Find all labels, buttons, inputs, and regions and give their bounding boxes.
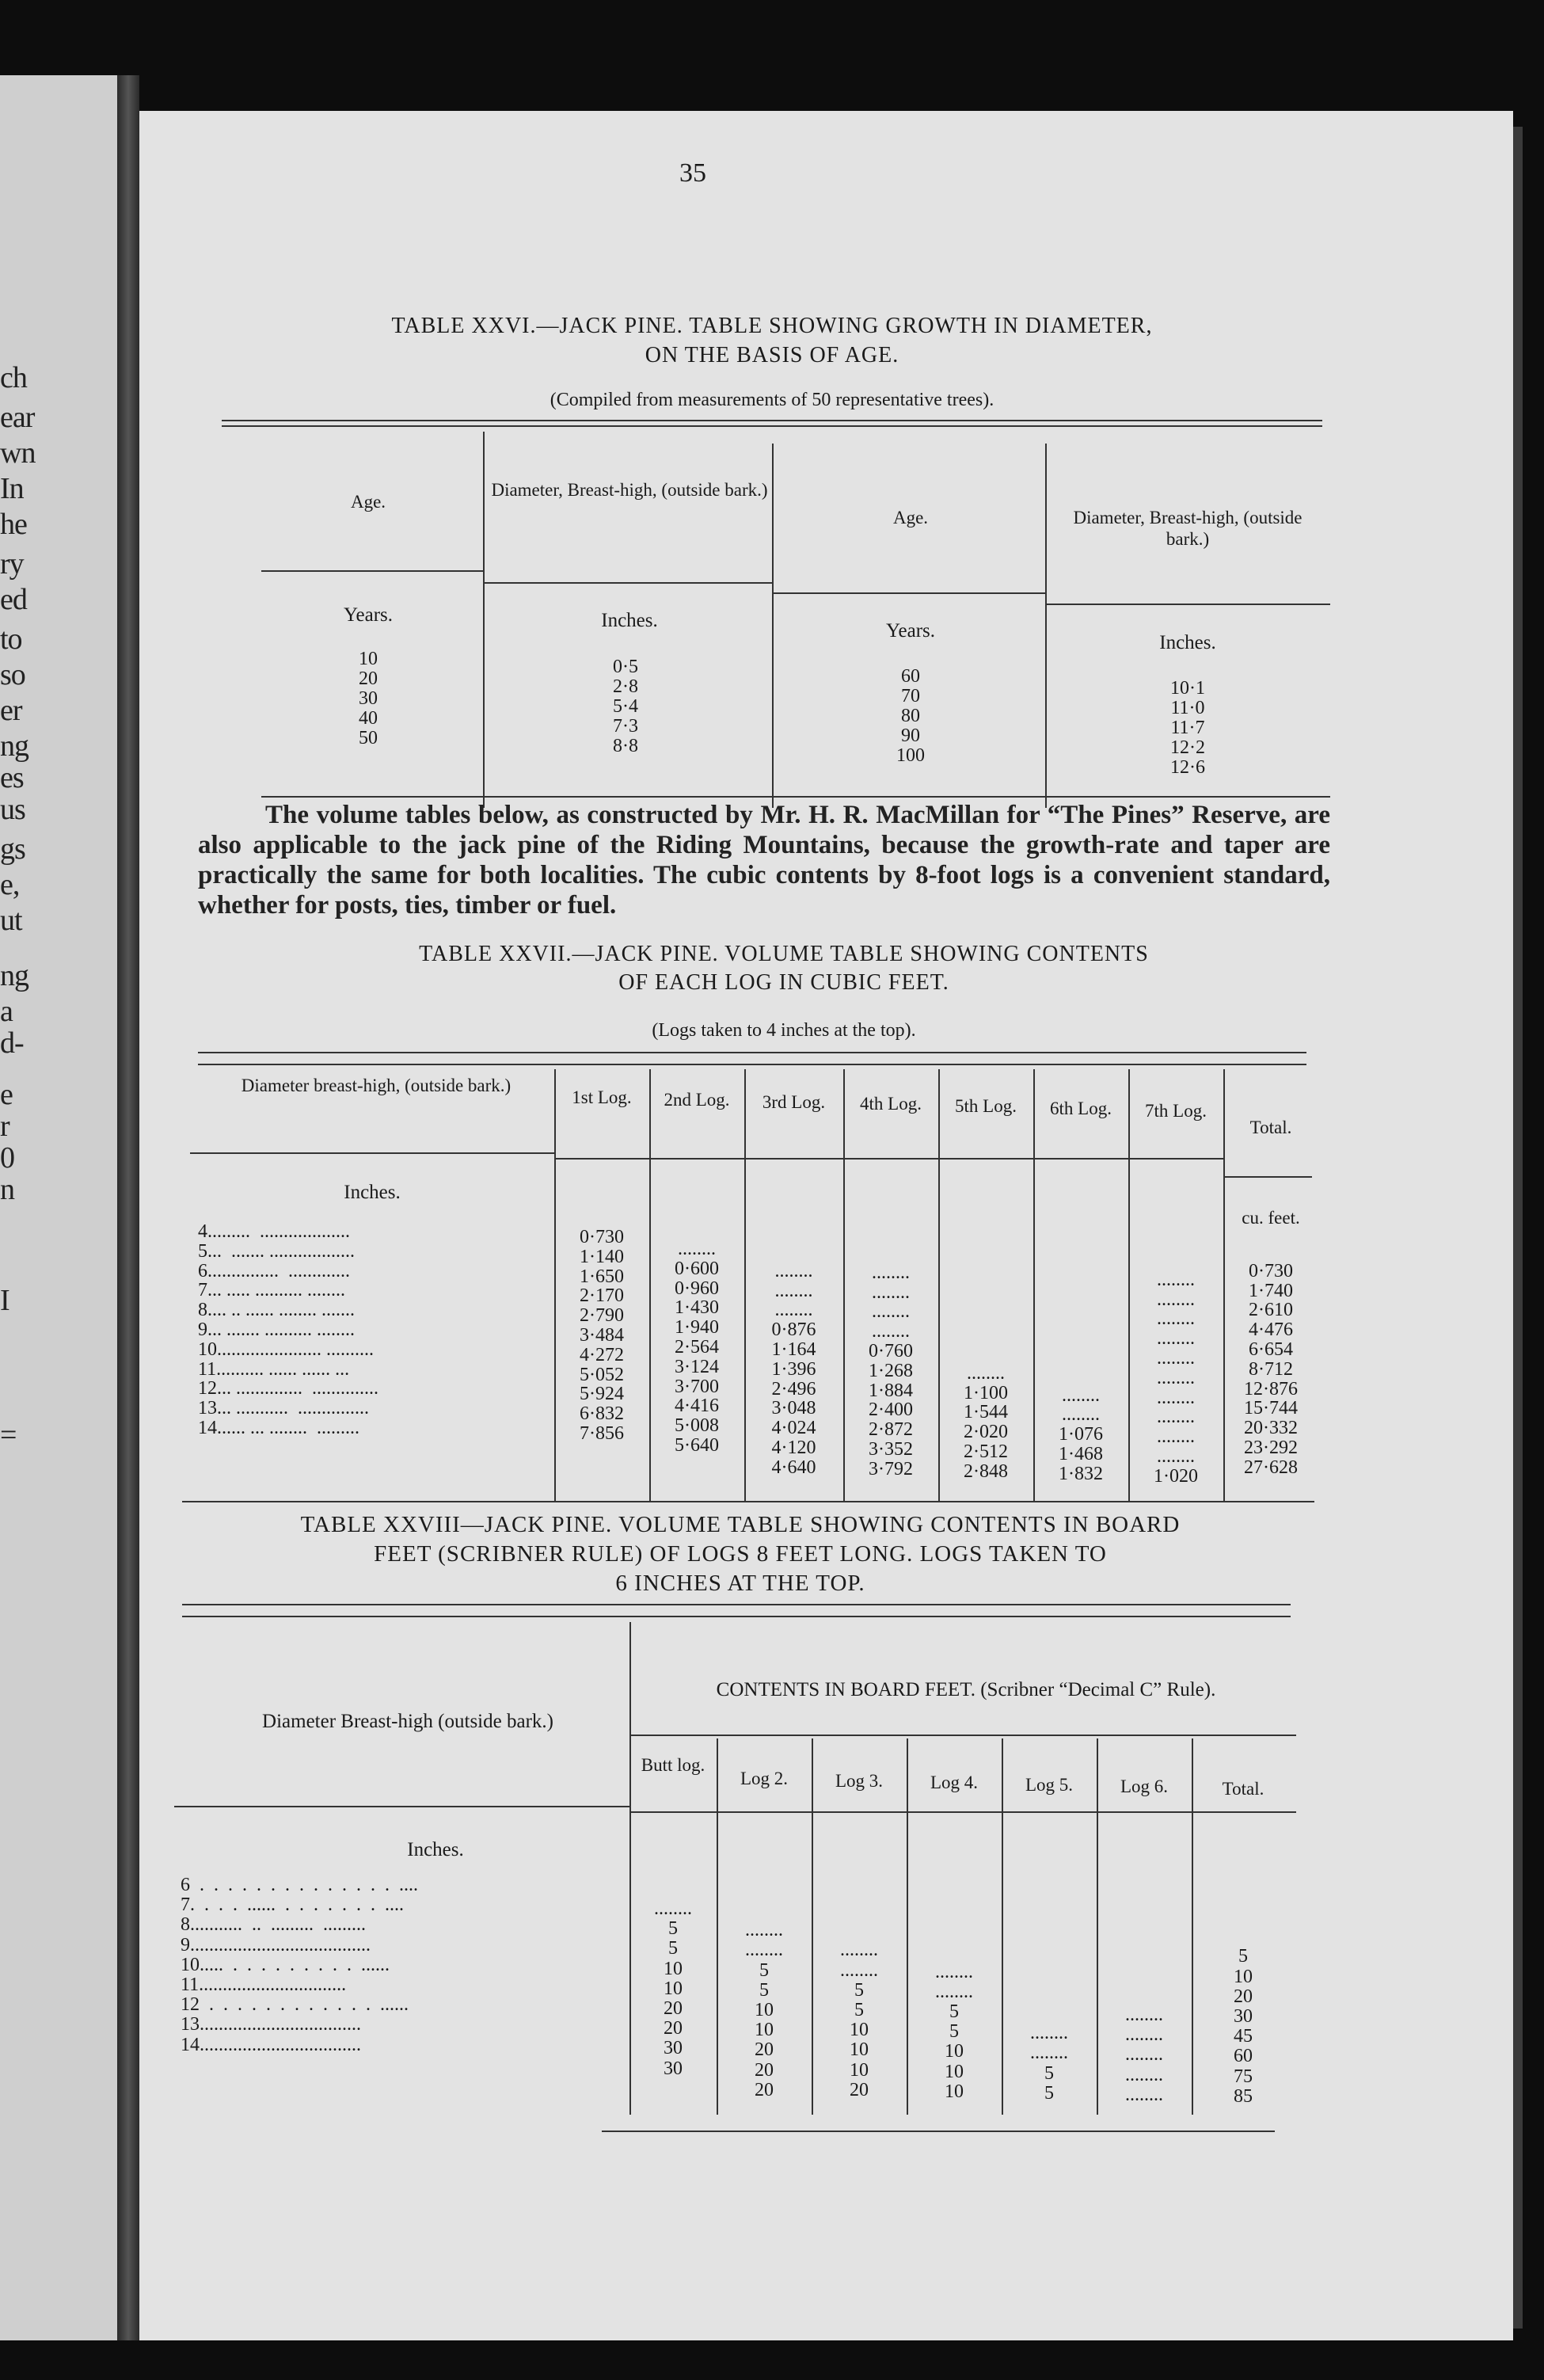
- rule: [744, 1069, 746, 1501]
- t27-unit-cu-feet: cu. feet.: [1242, 1208, 1300, 1228]
- rule: [182, 1616, 1291, 1617]
- t26-diameters-right: 10·1 11·0 11·7 12·2 12·6: [1170, 678, 1205, 778]
- t27-header-log7: 7th Log.: [1145, 1101, 1207, 1121]
- left-page-text-fragment: he: [0, 508, 27, 541]
- t27-header-log4: 4th Log.: [860, 1094, 922, 1114]
- rule: [261, 570, 483, 572]
- page-edge: [1513, 127, 1523, 2329]
- t26-header-age-right: Age.: [892, 508, 929, 527]
- body-paragraph: The volume tables below, as constructed by Mr. H. R. MacMillan for “The Pines” Reserve, are also applicable to the jack pine of the Riding Mountains, because the growth-rate and taper are practically the same for both localities. The cubic contents by 8-foot logs is a convenient standard, whether for posts, ties, timber or fuel.: [198, 801, 1330, 920]
- left-page-text-fragment: n: [0, 1173, 14, 1206]
- t27-header-log2: 2nd Log.: [664, 1090, 730, 1110]
- t27-header-diameter: Diameter breast-high, (outside bark.): [241, 1076, 511, 1095]
- t27-col-log6: ........ ........ 1·076 1·468 1·832: [1059, 1384, 1103, 1484]
- left-page-text-fragment: 0: [0, 1141, 14, 1175]
- left-page-text-fragment: =: [0, 1418, 17, 1452]
- t28-header-log3: Log 3.: [835, 1771, 884, 1791]
- t26-diameters-left: 0·5 2·8 5·4 7·3 8·8: [613, 657, 638, 756]
- rule: [261, 796, 1330, 798]
- t27-col-log7: ........ ........ ........ ........ ........ ........ ........ ........ ........ ........ 1·020: [1154, 1269, 1198, 1487]
- table28-title: TABLE XXVIII—JACK PINE. VOLUME TABLE SHOWING CONTENTS IN BOARD: [300, 1512, 1181, 1537]
- t28-header-log5: Log 5.: [1025, 1775, 1074, 1795]
- rule: [1223, 1069, 1225, 1501]
- t27-unit-inches: Inches.: [344, 1182, 401, 1203]
- rule: [1047, 604, 1330, 605]
- t28-col-total: 5 10 20 30 45 60 75 85: [1234, 1946, 1253, 2107]
- left-page-text-fragment: ry: [0, 547, 24, 581]
- left-page-text-fragment: es: [0, 761, 24, 794]
- rule: [554, 1069, 556, 1501]
- table28-title-line3: 6 INCHES AT THE TOP.: [615, 1571, 865, 1596]
- t28-col-log2: ........ ........ 5 5 10 10 20 20 20: [745, 1920, 783, 2100]
- t28-header-contents: CONTENTS IN BOARD FEET. (Scribner “Decimal C” Rule).: [716, 1679, 1216, 1700]
- rule: [602, 2131, 1275, 2132]
- left-page-text-fragment: ch: [0, 361, 27, 394]
- rule: [772, 444, 774, 808]
- t26-unit-years-left: Years.: [343, 604, 394, 626]
- t27-header-log1: 1st Log.: [572, 1087, 632, 1107]
- t27-col-log1: 0·730 1·140 1·650 2·170 2·790 3·484 4·272 5·052 5·924 6·832 7·856: [580, 1227, 624, 1444]
- t27-col-log5: ........ 1·100 1·544 2·020 2·512 2·848: [964, 1362, 1008, 1482]
- page-number: 35: [679, 158, 706, 188]
- t28-unit-inches: Inches.: [407, 1839, 464, 1860]
- rule: [631, 1811, 1296, 1813]
- rule: [182, 1604, 1291, 1605]
- left-page-text-fragment: so: [0, 658, 25, 691]
- t28-header-log2: Log 2.: [740, 1769, 789, 1788]
- rule: [1128, 1069, 1130, 1501]
- table27-title-line2: OF EACH LOG IN CUBIC FEET.: [618, 970, 949, 995]
- rule: [649, 1069, 651, 1501]
- t28-col-log5: ........ ........ 5 5: [1030, 2023, 1068, 2104]
- rule: [174, 1806, 629, 1807]
- rule: [483, 432, 485, 808]
- rule: [907, 1738, 908, 2115]
- rule: [485, 582, 772, 584]
- t26-ages-left: 10 20 30 40 50: [359, 649, 378, 748]
- t28-col-log3: ........ ........ 5 5 10 10 10 20: [840, 1940, 878, 2100]
- rule: [1002, 1738, 1003, 2115]
- t28-col-log4: ........ ........ 5 5 10 10 10: [935, 1961, 973, 2102]
- rule: [1097, 1738, 1098, 2115]
- t28-header-butt: Butt log.: [641, 1755, 705, 1775]
- t26-unit-years-right: Years.: [885, 620, 936, 642]
- left-page-text-fragment: ear: [0, 401, 35, 434]
- left-page-text-fragment: d-: [0, 1026, 24, 1060]
- left-page-text-fragment: us: [0, 793, 25, 826]
- table27-subtitle: (Logs taken to 4 inches at the top).: [652, 1020, 916, 1041]
- left-page-text-fragment: e,: [0, 868, 20, 901]
- table28-title-line2: FEET (SCRIBNER RULE) OF LOGS 8 FEET LONG. LOGS TAKEN TO: [374, 1541, 1107, 1567]
- t28-col-log6: ........ ........ ........ ........ ........: [1125, 2005, 1163, 2105]
- left-page-text-fragment: ed: [0, 583, 27, 616]
- table26-title: TABLE XXVI.—JACK PINE. TABLE SHOWING GROWTH IN DIAMETER,: [391, 314, 1153, 338]
- rule: [222, 425, 1322, 427]
- left-page-text-fragment: a: [0, 995, 13, 1028]
- rule: [631, 1735, 1296, 1736]
- t26-unit-inches-left: Inches.: [601, 610, 658, 631]
- t27-header-total: Total.: [1249, 1118, 1292, 1137]
- t27-col-log4: ........ ........ ........ ........ 0·760 1·268 1·884 2·400 2·872 3·352 3·792: [869, 1262, 913, 1479]
- table26-title-line2: ON THE BASIS OF AGE.: [645, 343, 899, 367]
- rule: [938, 1069, 940, 1501]
- rule: [1045, 444, 1047, 808]
- rule: [190, 1152, 554, 1154]
- rule: [774, 592, 1045, 594]
- rule: [1192, 1738, 1193, 2115]
- left-page-text-fragment: I: [0, 1284, 10, 1317]
- table26-subtitle: (Compiled from measurements of 50 representative trees).: [550, 390, 994, 410]
- t28-header-log6: Log 6.: [1120, 1776, 1169, 1796]
- rule: [182, 1501, 1314, 1502]
- left-page-text-fragment: wn: [0, 436, 36, 470]
- rule: [1033, 1069, 1035, 1501]
- rule: [629, 1622, 631, 2115]
- t26-header-diameter-right: Diameter, Breast-high, (outside bark.): [1073, 508, 1303, 549]
- t27-header-log6: 6th Log.: [1050, 1099, 1112, 1118]
- t27-col-log3: ........ ........ ........ 0·876 1·164 1·396 2·496 3·048 4·024 4·120 4·640: [771, 1260, 816, 1478]
- t27-col-diameter: 4......... ................... 5... ....... .................. 6............... ............. 7... ..... .......... ........ 8.... .. ...... ........ ....... 9... ....... .......... ........ 10...................... .......... 11.......... ...... ...... ... 12... .............. .............. 13... ........... ............... 14...... ... ........ .........: [198, 1222, 378, 1438]
- rule: [198, 1064, 1306, 1065]
- rule: [812, 1738, 813, 2115]
- t28-col-butt: ........ 5 5 10 10 20 20 30 30: [654, 1898, 692, 2079]
- left-page-text-fragment: r: [0, 1110, 10, 1143]
- left-page-text-fragment: ng: [0, 959, 29, 992]
- t27-header-log3: 3rd Log.: [762, 1092, 826, 1112]
- left-page-text-fragment: In: [0, 472, 24, 505]
- t28-header-total: Total.: [1222, 1779, 1264, 1799]
- t26-ages-right: 60 70 80 90 100: [896, 666, 925, 766]
- book-gutter: [117, 75, 139, 2340]
- t26-header-age-left: Age.: [350, 492, 386, 512]
- rule: [556, 1158, 1223, 1160]
- t28-header-log4: Log 4.: [930, 1773, 979, 1792]
- left-page-text-fragment: er: [0, 694, 22, 727]
- table27-title: TABLE XXVII.—JACK PINE. VOLUME TABLE SHOWING CONTENTS: [419, 942, 1149, 966]
- left-page-text-fragment: e: [0, 1078, 13, 1111]
- rule: [198, 1052, 1306, 1053]
- left-page-text-fragment: to: [0, 623, 22, 656]
- t28-col-diameter: 6 . . . . . . . . . . . . . . .... 7. . . . ...... . . . . . . . .... 8........... .. ......... ......... 9...................................... 10..... . . . . . . . . . ...... 11............................... 12 . . . . . . . . . . . . ...... 13.................................. 14..................................: [181, 1875, 418, 2055]
- adjacent-page-fragment: [0, 75, 117, 2340]
- left-page-text-fragment: ng: [0, 729, 29, 763]
- rule: [717, 1738, 718, 2115]
- rule: [222, 420, 1322, 421]
- left-page-text-fragment: gs: [0, 832, 25, 866]
- t27-header-log5: 5th Log.: [955, 1096, 1017, 1116]
- t26-unit-inches-right: Inches.: [1159, 632, 1216, 653]
- left-page-text-fragment: ut: [0, 904, 22, 937]
- t26-header-diameter-left: Diameter, Breast-high, (outside bark.): [491, 480, 768, 500]
- t27-col-total: 0·730 1·740 2·610 4·476 6·654 8·712 12·876 15·744 20·332 23·292 27·628: [1244, 1260, 1298, 1478]
- rule: [843, 1069, 845, 1501]
- t27-col-log2: ........ 0·600 0·960 1·430 1·940 2·564 3·124 3·700 4·416 5·008 5·640: [675, 1239, 719, 1456]
- rule: [1225, 1176, 1312, 1178]
- t28-header-diameter: Diameter Breast-high (outside bark.): [262, 1711, 553, 1732]
